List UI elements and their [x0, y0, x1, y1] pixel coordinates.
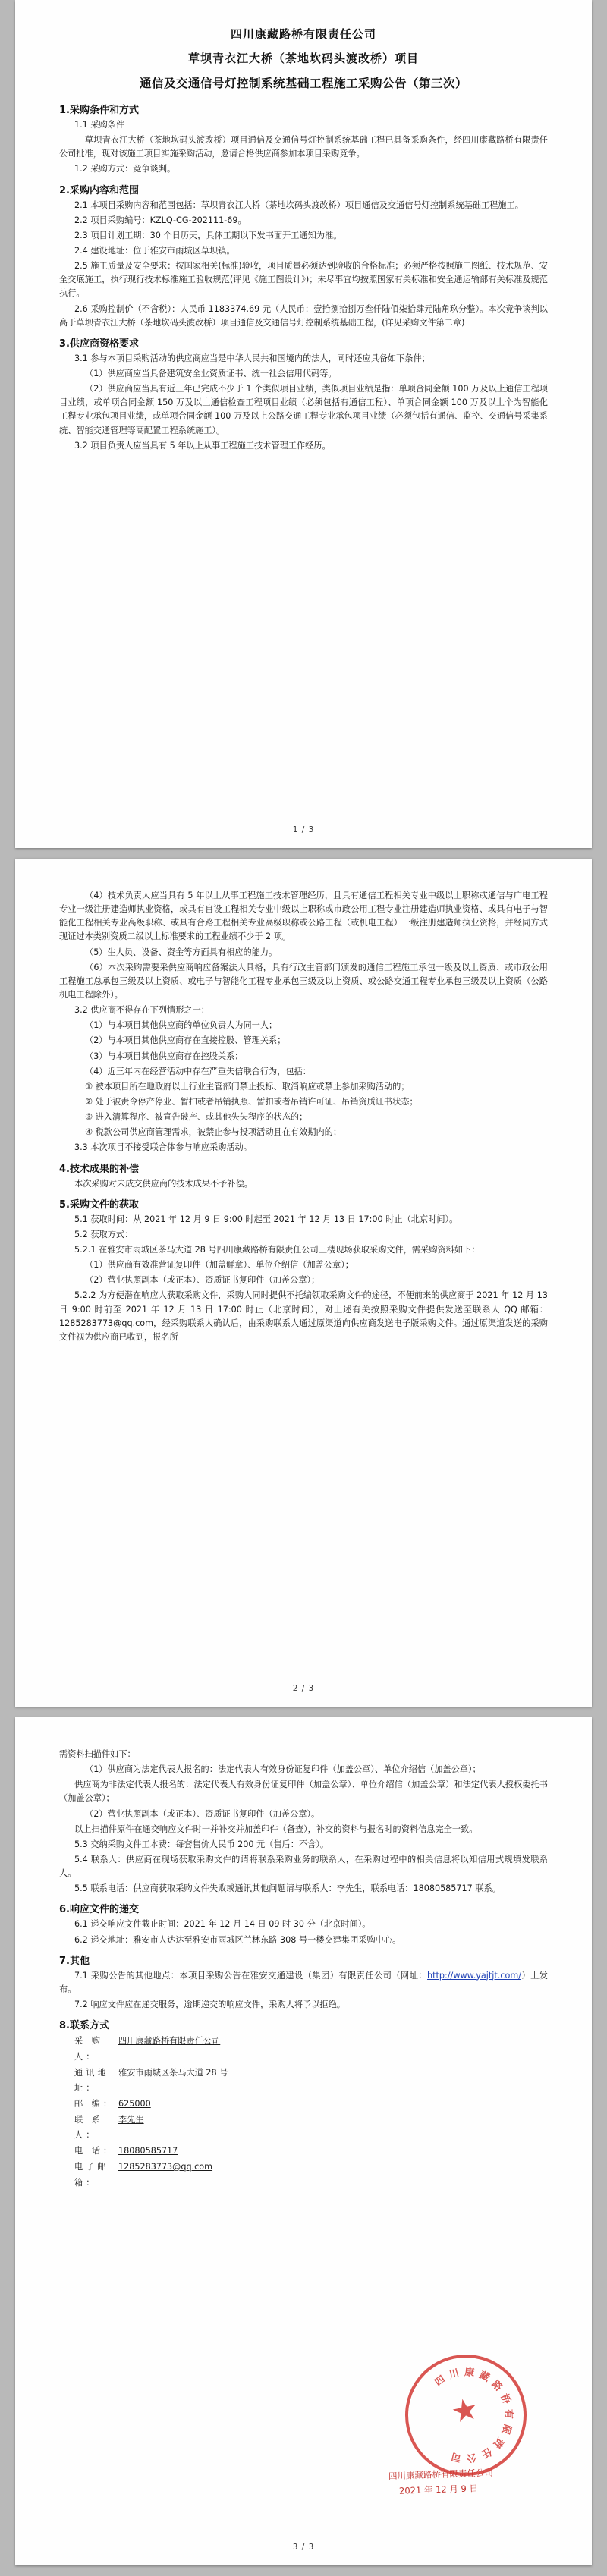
section-5-3: 5.3 交纳采购文件工本费：每套售价人民币 200 元（售后：不含）。: [74, 1839, 329, 1849]
section-4-body: 本次采购对未成交供应商的技术成果不予补偿。: [74, 1178, 253, 1189]
contact-label-postcode: 邮 编：: [74, 2098, 115, 2109]
contact-value-purchaser: 四川康藏路桥有限责任公司: [118, 2036, 221, 2047]
section-5-2: 5.2 获取方式：: [74, 1229, 134, 1239]
materials-item-2: 供应商为非法定代表人报名的：法定代表人有效身份证复印件（加盖公章）、单位介绍信（加盖公章）和法定代表人授权委托书（加盖公章）；: [59, 1780, 548, 1804]
section-5-2-1: 5.2.1 在雅安市雨城区茶马大道 28 号四川康藏路桥有限责任公司三楼现场获取采购文件，需采购资料如下：: [74, 1244, 480, 1255]
section-4-heading: 4.技术成果的补偿: [59, 1163, 139, 1175]
page-number-1: 1 / 3: [292, 825, 315, 834]
section-2-5: 2.5 施工质量及安全要求：按国家相关(标准)验收，项目质量必须达到验收的合格标准；必须严格按照施工图纸、技术规范、安全交底施工，执行现行技术标准施工验收规范(评见《施工图设计》)；未尽事宜均按照国家有关标准和安全通运输部有关标准及规范执行。: [59, 261, 548, 299]
prohibition-item-4-2: ② 处于被责令停产停业、暂扣或者吊销执照、暂扣或者吊销许可证、吊销资质证书状态；: [85, 1096, 418, 1107]
company-title: 四川康藏路桥有限责任公司: [230, 27, 376, 41]
prohibition-item-2: （2）与本项目其他供应商存在直接控股、管理关系；: [85, 1035, 286, 1046]
contact-row-address: [74, 2066, 548, 2097]
contact-label-address: 通讯地址：: [74, 2067, 109, 2094]
materials-item-3: （2）营业执照副本（或正本）、资质证书复印件（加盖公章）。: [85, 1808, 320, 1819]
document-page-3: [15, 1717, 592, 2565]
section-5-heading: 5.采购文件的获取: [59, 1198, 139, 1211]
project-title: 草坝青衣江大桥（茶地坎码头渡改桥）项目: [187, 52, 419, 65]
section-5-5: 5.5 联系电话：供应商获取采购文件失败或通讯其他问题请与联系人：李先生，联系电话：18080585717 联系。: [74, 1883, 501, 1894]
section-7-2: 7.2 响应文件应在递交服务，逾期递交的响应文件，采购人将予以拒绝。: [74, 1999, 345, 2009]
contact-label-phone: 电 话：: [74, 2146, 115, 2157]
section-6-1: 6.1 递交响应文件截止时间：2021 年 12 月 14 日 09 时 30 分（北京时间）。: [74, 1919, 371, 1930]
prohibition-item-4-4: ④ 税款公司供应商管理需求，被禁止参与投项活动且在有效期内的；: [85, 1127, 342, 1138]
prohibition-item-4-1: ① 被本项目所在地政府以上行业主管部门禁止投标、取消响应或禁止参加采购活动的；: [85, 1081, 410, 1092]
section-8-heading: 8.联系方式: [59, 2020, 109, 2032]
section-5-2-1-item-1: （1）供应商有效准营证复印件（加盖鲜章）、单位介绍信（加盖公章）；: [85, 1260, 354, 1271]
materials-item-4: 以上扫描件原件在通交响应文件时一并补交并加盖印件（备查），补交的资料与报名时的资料信息完全一致。: [74, 1824, 478, 1834]
signature-company: 四川康藏路桥有限责任公司: [388, 2467, 494, 2482]
contact-label-email: 电子邮箱：: [74, 2161, 109, 2188]
section-5-2-1-item-2: （2）营业执照副本（或正本）、资质证书复印件（加盖公章）；: [85, 1275, 320, 1286]
section-5-1: 5.1 获取时间：从 2021 年 12 月 9 日 9:00 时起至 2021 年 12 月 13 日 17:00 时止（北京时间）。: [74, 1214, 458, 1224]
prohibition-item-3: （3）与本项目其他供应商存在控股关系；: [85, 1051, 244, 1061]
contact-label-person: 联 系 人：: [74, 2114, 103, 2141]
document-page-1: [15, 0, 592, 848]
company-seal-icon: [394, 2343, 538, 2487]
contact-value-person: 李先生: [118, 2114, 144, 2125]
section-1-1-heading: 1.1 采购条件: [74, 120, 125, 130]
contact-value-address: 雅安市雨城区茶马大道 28 号: [118, 2067, 228, 2078]
section-3-3: 3.3 本次项目不接受联合体参与响应采购活动。: [74, 1142, 252, 1153]
contact-row-purchaser: [74, 2034, 548, 2065]
contact-row-postcode: [74, 2097, 548, 2113]
contact-label-purchaser: 采 购 人：: [74, 2036, 103, 2062]
signature-date: 2021 年 12 月 9 日: [398, 2483, 479, 2496]
qualification-item-4: （4）技术负责人应当具有 5 年以上从事工程施工技术管理经历，且具有通信工程相关专业中级以上职称或通信与广电工程专业一级注册建造师执业资格，或具有自设工程相关专业中级以上职称或市政公用工程专业注册建造师执业资格、或具有电子与智能化工程相关专业高级职称、或具有合路工程相关专业高级职称或公路工程（或机电工程）一级注册建造师执业资格，并经同方式现证过本类别资质二级以上标准要求的工程业绩不少于 2 项。: [59, 891, 548, 942]
section-7-1-tail: ）上发布。: [59, 1970, 548, 1994]
website-link[interactable]: http://www.yajtjt.com/: [427, 1970, 521, 1981]
qualification-item-5: （5）生人员、设备、资金等方面具有相应的能力。: [85, 947, 278, 957]
section-3-heading: 3.供应商资格要求: [59, 338, 139, 350]
contact-row-phone: [74, 2144, 548, 2160]
section-2-heading: 2.采购内容和范围: [59, 184, 139, 196]
materials-item-1: （1）供应商为法定代表人报名的：法定代表人有效身份证复印件（加盖公章）、单位介绍信（加盖公章）；: [85, 1764, 481, 1775]
contact-table: [74, 2034, 548, 2191]
section-6-heading: 6.响应文件的递交: [59, 1904, 139, 1916]
section-3-2: 3.2 项目负责人应当具有 5 年以上从事工程施工技术管理工作经历。: [74, 440, 331, 451]
section-5-2-2: 5.2.2 为方便潜在响应人获取采购文件，采购人同时提供不托编领取采购文件的途径，不便前来的供应商于 2021 年 12 月 13 日 9:00 时前至 2021 年 12 月 13 日 17:00 时止（北京时间），对上述有关按照采购文件提供发送至联系人 QQ 邮箱：1285283773@qq.com，经采购联系人确认后，由采购联系人通过原渠道向供应商发送电子版采购文件。通过原渠道发送的采购文件视为供应商已收到，报名所: [59, 1290, 548, 1342]
section-6-2: 6.2 递交地址：雅安市人达达至雅安市雨城区兰林东路 308 号一楼交建集团采购中心。: [74, 1934, 401, 1945]
prohibition-item-4-3: ③ 进入清算程序、被宣告破产、或其他失失程序的状态的；: [85, 1112, 308, 1123]
section-2-6: 2.6 采购控制价（不含税）：人民币 1183374.69 元（人民币：壹拾捌拾捌万叁仟陆佰柒拾肆元陆角玖分整）。本次竞争谈判以高于草坝青衣江大桥（茶地坎码头渡改桥）项目通信及交通信号灯控制系统基础工程，(详见采购文件第二章): [59, 303, 548, 328]
section-7-1: [59, 1969, 548, 1996]
contact-row-email: [74, 2160, 548, 2191]
section-2-1: 2.1 本项目采购内容和范围包括：草坝青衣江大桥（茶地坎码头渡改桥）项目通信及交通信号灯控制系统基础工程施工。: [74, 199, 524, 210]
seal-ring-text: 四 川 康 藏 路 桥 有 限 责 任 公 司: [432, 2367, 514, 2464]
section-7-heading: 7.其他: [59, 1955, 90, 1967]
qualification-item-6: （6）本次采购需要采供应商响应备案法人具格，具有行政主管部门颁发的通信工程施工承包一级及以上资质、或市政公用工程施工总承包三级及以上资质、或电子与智能化工程专业承包三级及以上资质、或公路交通工程专业承包三级及以上资质（公路机电工程除外）。: [59, 962, 548, 1000]
page-number-2: 2 / 3: [292, 1684, 315, 1693]
materials-heading: 需资料扫描件如下：: [59, 1749, 136, 1759]
announcement-title: 通信及交通信号灯控制系统基础工程施工采购公告（第三次）: [139, 77, 467, 90]
contact-value-postcode: 625000: [118, 2098, 151, 2109]
contact-value-email[interactable]: 1285283773@qq.com: [118, 2161, 213, 2172]
page-number-3: 3 / 3: [292, 2543, 315, 2552]
section-1-2: 1.2 采购方式：竞争谈判。: [74, 164, 176, 174]
section-1-1-body: 草坝青衣江大桥（茶地坎码头渡改桥）项目通信及交通信号灯控制系统基础工程已具备采购条件，经四川康藏路桥有限责任公司批准，现对该施工项目实施采购活动，邀请合格供应商参加本项目采购竞争。: [59, 135, 548, 159]
seal-star-icon: ★: [448, 2390, 483, 2431]
prohibition-item-4: （4）近三年内在经营活动中存在严重失信联合行为，包括：: [85, 1066, 311, 1076]
section-3-1-item-2: （2）供应商应当具有近三年已完成不少于 1 个类似项目业绩，类似项目业绩是指：单项合同金额 100 万及以上通信工程项目业绩，或单项合同金额 150 万及以上通信检查工程项目业绩（必须包括有通信工程）、单项合同金额 100 万及以上个为智能化工程专业承包项目业绩，或单项合同金额 100 万及以上公路交通工程专业承包项目业绩（必须包括有通信、监控、交通信号采集系统、智能交通管理等高配置工程系统施工）。: [59, 384, 548, 435]
document-page-2: [15, 859, 592, 1707]
prohibition-item-1: （1）与本项目其他供应商的单位负责人为同一人；: [85, 1020, 278, 1031]
section-2-4: 2.4 建设地址：位于雅安市雨城区草坝镇。: [74, 245, 235, 256]
contact-row-person: [74, 2113, 548, 2144]
section-3-1-item-1: （1）供应商应当具备建筑安全业资质证书、统一社会信用代码等。: [85, 368, 337, 379]
section-2-2: 2.2 项目采购编号：KZLQ-CG-202111-69。: [74, 215, 247, 225]
section-3-1: 3.1 参与本项目采购活动的供应商应当是中华人民共和国境内的法人，同时还应具备如下条件；: [74, 353, 430, 363]
section-1-heading: 1.采购条件和方式: [59, 105, 139, 116]
section-3-2-heading: 3.2 供应商不得存在下列情形之一：: [74, 1005, 209, 1016]
section-5-4: 5.4 联系人：供应商在现场获取采购文件的请将联系采购业务的联系人，在采购过程中的相关信息将以知信用式规填发联系人。: [59, 1854, 548, 1879]
section-7-1-text: 7.1 采购公告的其他地点：本项目采购公告在雅安交通建设（集团）有限责任公司（网址：: [74, 1970, 428, 1981]
section-2-3: 2.3 项目计划工期：30 个日历天，具体工期以下发书面开工通知为准。: [74, 230, 342, 240]
contact-value-phone: 18080585717: [118, 2146, 178, 2157]
